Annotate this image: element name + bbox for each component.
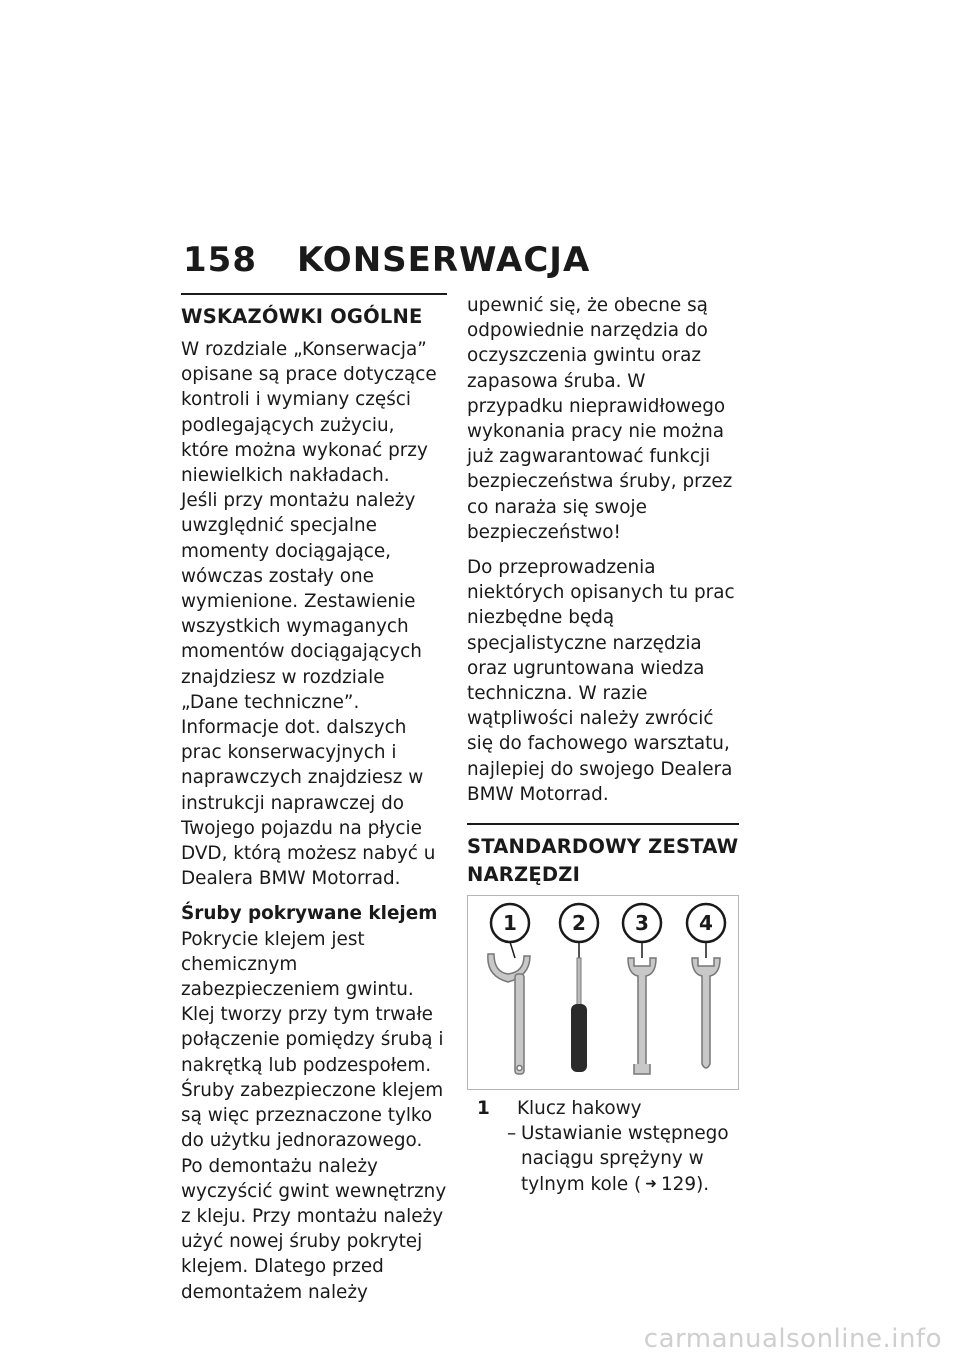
section-rule <box>181 293 447 295</box>
label-1: 1 <box>503 911 517 936</box>
paragraph: Informacje dot. dalszych prac konserwacyjnych i naprawczych znajdziesz w instrukcji naprawczej do Twojego pojazdu na płycie DVD, którą możesz nabyć u Dealera BMW Motorrad. <box>181 717 436 890</box>
paragraph: Po demontażu należy wyczyścić gwint wewnętrzny z kleju. Przy montażu należy użyć nowej śruby pokrytej klejem. Dlatego przed demontażem należy <box>181 1155 447 1303</box>
paragraph: W rozdziale „Konserwacja” opisane są prace dotyczące kontroli i wymiany części podlegających zużyciu, które można wykonać przy niewielkich nakładach. <box>181 339 437 487</box>
label-2: 2 <box>572 911 586 936</box>
right-column <box>467 293 739 1197</box>
open-end-wrench-icon <box>692 958 720 1068</box>
section-title-general: WSKAZÓWKI OGÓLNE <box>181 305 423 328</box>
left-column <box>181 293 447 1305</box>
label-3: 3 <box>635 911 649 936</box>
page-reference-link[interactable]: 129). <box>660 1173 710 1195</box>
hook-wrench-icon <box>488 954 530 1074</box>
page-header <box>183 240 590 280</box>
paragraph: Jeśli przy montażu należy uwzględnić specjalne momenty dociągające, wówczas zostały one wymienione. Zestawienie wszystkich wymaganych momentów dociągających znajdziesz w rozdziale „Dane techniczne”. <box>181 490 422 713</box>
section-rule <box>467 823 739 825</box>
legend-subitem: – Ustawianie wstępnego naciągu sprężyny w tylnym kole ( ➜ 129). <box>467 1121 739 1197</box>
paragraph: Do przeprowadzenia niektórych opisanych tu prac niezbędne będą specjalistyczne narzędzia oraz ugruntowana wiedza techniczna. W razie wątpliwości należy zwrócić się do fachowego warsztatu, najlepiej do swojego Dealera BMW Motorrad. <box>467 557 735 805</box>
tool-kit-figure <box>467 895 739 1090</box>
page-number: 158 <box>183 240 257 280</box>
chapter-title: KONSERWACJA <box>296 240 591 280</box>
screwdriver-icon <box>571 958 587 1072</box>
watermark: carmanualsonline.info <box>643 1324 942 1354</box>
subsection-title: Śruby pokrywane klejem <box>181 903 438 925</box>
label-4: 4 <box>699 911 713 936</box>
paragraph: Pokrycie klejem jest chemicznym zabezpieczeniem gwintu. Klej tworzy przy tym trwałe połączenie pomiędzy śrubą i nakrętką lub podzespołem. Śruby zabezpieczone klejem są więc przeznaczone tylko do użytku jednorazowego. <box>181 928 444 1152</box>
tool-kit-illustration <box>468 896 738 1089</box>
paragraph-continued: upewnić się, że obecne są odpowiednie narzędzia do oczyszczenia gwintu oraz zapasowa śruba. W przypadku nieprawidłowego wykonania pracy nie można już zagwarantować funkcji bezpieczeństwa śruby, przez co naraża się swoje bezpieczeństwo! <box>467 295 733 543</box>
section-title-tools: STANDARDOWY ZESTAW NARZĘDZI <box>467 835 739 887</box>
open-end-wrench-icon <box>628 958 656 1074</box>
legend-item-1: 1 Klucz hakowy <box>477 1098 642 1120</box>
arrow-right-icon[interactable]: ➜ <box>645 1176 657 1193</box>
